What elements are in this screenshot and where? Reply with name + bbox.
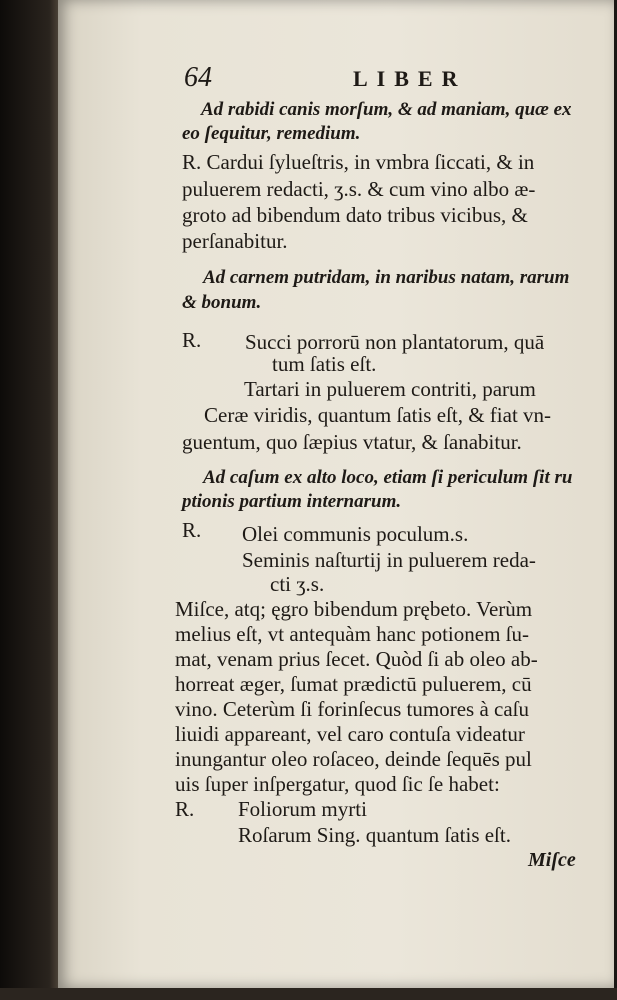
section-1-heading-line-1: Ad rabidi canis morſum, & ad maniam, quæ ex: [201, 99, 572, 120]
section-2-recipe-mark: R.: [182, 328, 202, 352]
section-1-body-line-3: groto ad bibendum dato tribus vicibus, &: [182, 203, 528, 227]
section-3-heading-line-2: ptionis partium internarum.: [182, 491, 402, 512]
section-2-body-line-2: tum ſatis eſt.: [272, 352, 377, 376]
section-3-body-line-6: mat, venam prius ſecet. Quòd ſi ab oleo ab-: [175, 647, 538, 671]
section-3-body-line-8: vino. Ceterùm ſi forinſecus tumores à caſu: [175, 697, 529, 721]
section-2-body-line-5: guentum, quo ſæpius vtatur, & ſanabitur.: [182, 430, 522, 454]
section-2-heading-line-2: & bonum.: [182, 292, 262, 313]
section-3-recipe-mark: R.: [182, 518, 202, 542]
section-2-body-line-4: Ceræ viridis, quantum ſatis eſt, & fiat vn-: [204, 403, 552, 427]
section-3-body-line-5: melius eſt, vt antequàm hanc potionem ſu-: [175, 622, 529, 646]
section-3-heading-line-1: Ad caſum ex alto loco, etiam ſi periculum ſit ru: [203, 467, 573, 488]
section-3-body-line-2: Seminis naſturtij in puluerem reda-: [242, 548, 536, 572]
section-2-body-line-1: Succi porrorū non plantatorum, quā: [245, 330, 545, 354]
page-bottom-edge: [0, 988, 617, 1000]
section-3-body-line-4: Miſce, atq; ęgro bibendum prębeto. Verùm: [175, 597, 533, 621]
page-number: 64: [184, 62, 212, 93]
section-2-body-line-3: Tartari in puluerem contriti, parum: [244, 377, 536, 401]
section-2-heading-line-1: Ad carnem putridam, in naribus natam, rarum: [203, 267, 570, 288]
running-head: LIBER: [353, 66, 467, 91]
section-3-body-line-3: cti ʒ.s.: [270, 572, 325, 596]
section-3-body-line-9: liuidi appareant, vel caro contuſa videatur: [175, 722, 525, 746]
book-page: [58, 0, 614, 988]
section-4-body-line-1: Foliorum myrti: [238, 797, 367, 821]
section-4-body-line-2: Roſarum Sing. quantum ſatis eſt.: [238, 823, 511, 847]
section-4-recipe-mark: R.: [175, 797, 195, 821]
section-1-body-line-1: R. Cardui ſylueſtris, in vmbra ſiccati, & in: [182, 150, 535, 174]
section-1-heading-line-2: eo ſequitur, remedium.: [182, 123, 361, 144]
catchword: Miſce: [528, 849, 576, 871]
section-3-body-line-7: horreat æger, ſumat prædictū puluerem, cū: [175, 672, 532, 696]
section-1-body-line-2: puluerem redacti, ʒ.s. & cum vino albo æ-: [182, 177, 536, 201]
section-3-body-line-11: uis ſuper inſpergatur, quod ſic ſe habet:: [175, 772, 500, 796]
section-1-body-line-4: perſanabitur.: [182, 229, 288, 253]
section-3-body-line-10: inungantur oleo roſaceo, deinde ſequēs pul: [175, 747, 532, 771]
book-gutter-shadow: [0, 0, 58, 1000]
section-3-body-line-1: Olei communis poculum.s.: [242, 522, 469, 546]
